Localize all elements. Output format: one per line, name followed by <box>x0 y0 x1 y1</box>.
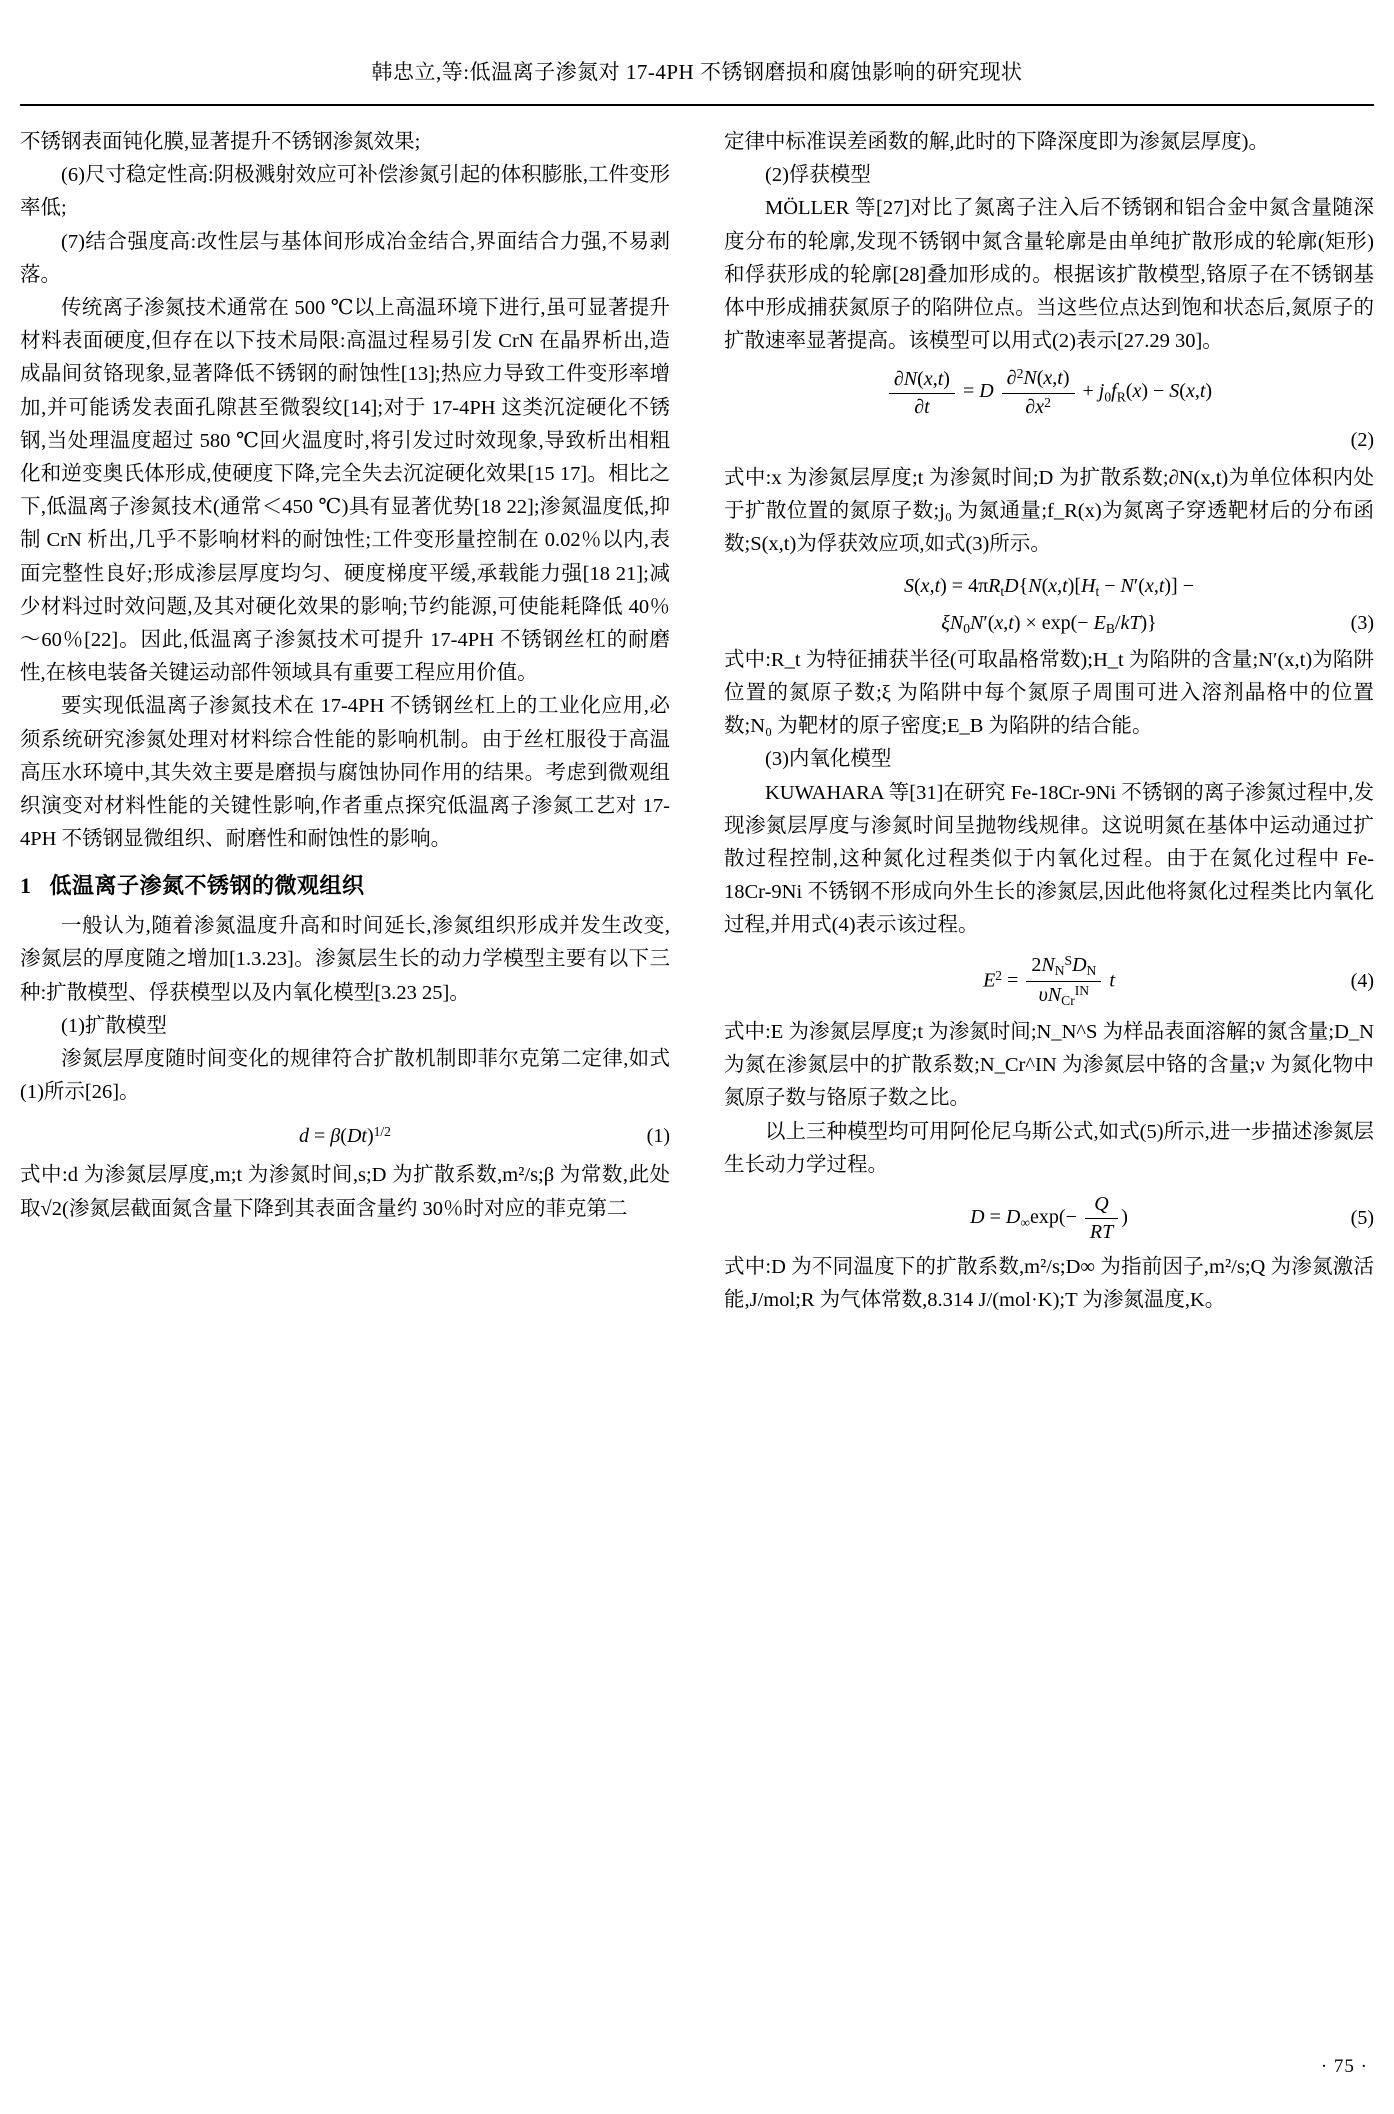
page-number: · 75 · <box>1320 2056 1368 2077</box>
equation-1 <box>20 1119 670 1153</box>
equation-1-body: $d = \beta(Dt)^{1/2}$ <box>299 1124 391 1148</box>
equation-1-number: (1) <box>646 1125 670 1148</box>
paragraph: 式中:E 为渗氮层厚度;t 为渗氮时间;N_N^S 为样品表面溶解的氮含量;D_N 为氮在渗氮层中的扩散系数;N_Cr^IN 为渗氮层中铬的含量;ν 为氮化物中氮原子数与铬原子数之比。 <box>724 1021 1374 1110</box>
paragraph: 要实现低温离子渗氮技术在 17-4PH 不锈钢丝杠上的工业化应用,必须系统研究渗氮处理对材料综合性能的影响机制。由于丝杠服役于高温高压水环境中,其失效主要是磨损与腐蚀协同作用的结果。考虑到微观组织演变对材料性能的关键性影响,作者重点探究低温离子渗氮工艺对 17-4PH 不锈钢显微组织、耐磨性和耐蚀性的影响。 <box>20 695 670 851</box>
right-column <box>724 126 1374 2026</box>
paragraph: 定律中标准误差函数的解,此时的下降深度即为渗氮层厚度)。 <box>724 131 1269 153</box>
paragraph: 式中:d 为渗氮层厚度,m;t 为渗氮时间,s;D 为扩散系数,m²/s;β 为常数,此处取√2(渗氮层截面氮含量下降到其表面含量约 30％时对应的菲克第二 <box>20 1164 670 1220</box>
header-rule <box>20 104 1374 106</box>
paragraph: 式中:D 为不同温度下的扩散系数,m²/s;D∞ 为指前因子,m²/s;Q 为渗氮激活能,J/mol;R 为气体常数,8.314 J/(mol·K);T 为渗氮温度,K。 <box>724 1256 1374 1312</box>
running-head: 韩忠立,等:低温离子渗氮对 17-4PH 不锈钢磨损和腐蚀影响的研究现状 <box>371 60 1023 84</box>
equation-4 <box>724 953 1374 1010</box>
equation-4-body: $E^2$ = $\frac{2N_N^SD_N}{\upsilon N_{Cr}^{IN}}$ t <box>983 952 1115 1009</box>
partial-derivative-left: $\frac{\partial N(x,t)}{\partial t}$ <box>889 367 955 420</box>
paragraph: 式中:x 为渗氮层厚度;t 为渗氮时间;D 为扩散系数;∂N(x,t)为单位体积内处于扩散位置的氮原子数;j₀ 为氮通量;f_R(x)为氮离子穿透靶材后的分布函数;S(x,t)为俘获效应项,如式(3)所示。 <box>724 467 1374 556</box>
equation-3-number: (3) <box>1350 611 1374 634</box>
paragraph: 式中:R_t 为特征捕获半径(可取晶格常数);H_t 为陷阱的含量;N′(x,t)为陷阱位置的氮原子数;ξ 为陷阱中每个氮原子周围可进入溶剂晶格中的位置数;N₀ 为靶材的原子密度;E_B 为陷阱的结合能。 <box>724 648 1374 738</box>
paragraph: 不锈钢表面钝化膜,显著提升不锈钢渗氮效果; <box>20 131 421 153</box>
paragraph: 以上三种模型均可用阿伦尼乌斯公式,如式(5)所示,进一步描述渗氮层生长动力学过程。 <box>724 1120 1374 1176</box>
equation-4-fraction: $\frac{2N_N^SD_N}{\upsilon N_{Cr}^{IN}}$ <box>1026 953 1101 1010</box>
equation-2-body: $\frac{\partial N(x,t)}{\partial t}$ = D $\frac{\partial^2N(x,t)}{\partial x^2}$ + $j_0f_R(x) - S(x,t)$ <box>724 366 1374 419</box>
paragraph: 传统离子渗氮技术通常在 500 ℃以上高温环境下进行,虽可显著提升材料表面硬度,但存在以下技术局限:高温过程易引发 CrN 在晶界析出,造成晶间贫铬现象,显著降低不锈钢的耐蚀性[13];热应力导致工件变形率增加,并可能诱发表面孔隙甚至微裂纹[14];对于 17-4PH 这类沉淀硬化不锈钢,当处理温度超过 580 ℃回火温度时,将引发过时效现象,导致析出相粗化和逆变奥氏体形成,使硬度下降,完全失去沉淀硬化效果[15 17]。相比之下,低温离子渗氮技术(通常＜450 ℃)具有显著优势[18 22];渗氮温度低,抑制 CrN 析出,几乎不影响材料的耐蚀性;工件变形量控制在 0.02％以内,表面完整性良好;形成渗层厚度均匀、硬度梯度平缓,承载能力强[18 21];减少材料过时效问题,及其对硬化效果的影响;节约能源,可使能耗降低 40％～60％[22]。因此,低温离子渗氮技术可提升 17-4PH 不锈钢丝杠的耐磨性,在核电装备关键运动部件领域具有重要工程应用价值。 <box>20 297 670 685</box>
paragraph: (3)内氧化模型 <box>765 748 892 771</box>
paragraph: KUWAHARA 等[31]在研究 Fe-18Cr-9Ni 不锈钢的离子渗氮过程中,发现渗氮层厚度与渗氮时间呈抛物线规律。这说明氮在基体中运动通过扩散过程控制,这种氮化过程类似于内氧化过程。由于在氮化过程中 Fe-18Cr-9Ni 不锈钢不形成向外生长的渗氮层,因此他将氮化过程类比内氧化过程,并用式(4)表示该过程。 <box>724 781 1374 937</box>
two-column-body <box>20 126 1374 2026</box>
equation-5 <box>724 1192 1374 1245</box>
equation-2-number: (2) <box>1350 428 1374 451</box>
left-column <box>20 126 670 2026</box>
equation-3-line2-body: $\xi N_0N'(x,t) \times \exp(- E_B/kT)$} <box>941 611 1157 636</box>
equation-4-number: (4) <box>1350 970 1374 993</box>
paragraph: (6)尺寸稳定性高:阴极溅射效应可补偿渗氮引起的体积膨胀,工件变形率低; <box>20 164 670 220</box>
equation-5-fraction: $\frac{Q}{RT}$ <box>1085 1192 1118 1245</box>
equation-5-number: (5) <box>1350 1207 1374 1230</box>
equation-3-line1: $S(x,t) = 4\pi R_tD\{N(x,t)[H_t - N'(x,t)]$ − <box>904 574 1194 599</box>
section-heading <box>20 868 670 904</box>
section-title-text: 低温离子渗氮不锈钢的微观组织 <box>49 873 365 899</box>
paragraph: 一般认为,随着渗氮温度升高和时间延长,渗氮组织形成并发生改变,渗氮层的厚度随之增加[1.3.23]。渗氮层生长的动力学模型主要有以下三种:扩散模型、俘获模型以及内氧化模型[3.23 25]。 <box>20 915 670 1004</box>
paragraph: (1)扩散模型 <box>61 1014 167 1037</box>
paragraph: MÖLLER 等[27]对比了氮离子注入后不锈钢和铝合金中氮含量随深度分布的轮廓,发现不锈钢中氮含量轮廓是由单纯扩散形成的轮廓(矩形)和俘获形成的轮廓[28]叠加形成的。根据该扩散模型,铬原子在不锈钢基体中形成捕获氮原子的陷阱位点。当这些位点达到饱和状态后,氮原子的扩散速率显著提高。该模型可以用式(2)表示[27.29 30]。 <box>724 197 1374 353</box>
partial-derivative-right: $\frac{\partial^2N(x,t)}{\partial x^2}$ <box>1002 366 1075 419</box>
paragraph: (2)俘获模型 <box>765 164 871 187</box>
section-number: 1 <box>20 873 32 899</box>
paragraph: (7)结合强度高:改性层与基体间形成冶金结合,界面结合力强,不易剥落。 <box>20 230 670 286</box>
equation-3-line2 <box>724 607 1374 640</box>
paragraph: 渗氮层厚度随时间变化的规律符合扩散机制即菲尔克第二定律,如式(1)所示[26]。 <box>20 1047 670 1104</box>
equation-5-body: $D = D_\infty\exp(-$ $\frac{Q}{RT}$ ) <box>970 1193 1128 1244</box>
